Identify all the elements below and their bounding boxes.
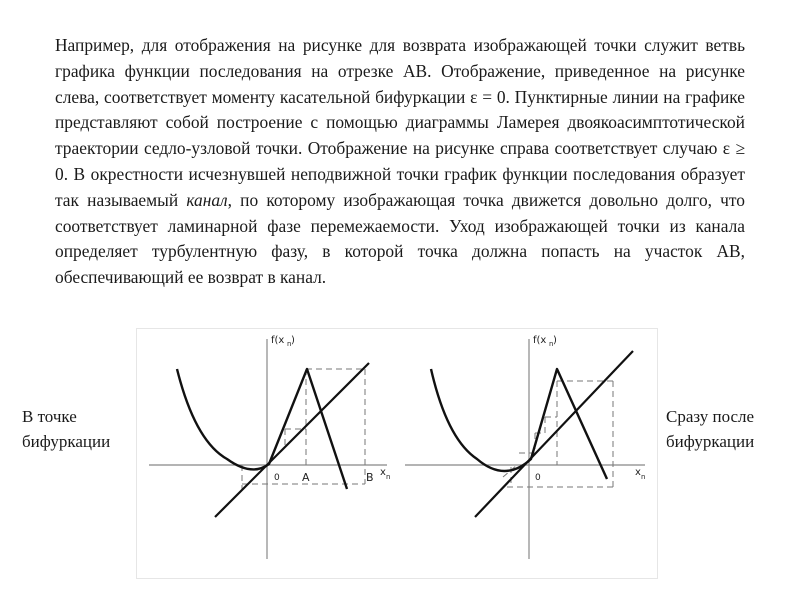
svg-text:f(x: f(x (271, 335, 285, 346)
svg-text:n: n (386, 473, 391, 481)
left-x-axis-label (380, 467, 390, 481)
left-y-axis-label (271, 335, 295, 348)
left-point-b-label: B (366, 471, 374, 484)
paragraph-part-2: , по которому изображающая точка движется довольно долго, что соответствует ламинарной фазе перемежаемости. Уход изображающей точки из канала определяет турбулентную фазу, в которой точка должна попасть на участок AB, обеспечивающий ее возврат в канал. (55, 189, 745, 288)
right-origin-label: 0 (535, 473, 541, 483)
left-bisector-line (215, 363, 369, 517)
caption-left: В точке бифуркации (22, 407, 111, 451)
right-map-curve (431, 369, 607, 479)
left-plot (149, 335, 390, 559)
figure-frame (136, 328, 658, 579)
body-paragraph (55, 33, 745, 291)
svg-text:n: n (287, 340, 292, 348)
svg-text:x: x (380, 467, 386, 478)
right-y-axis-label (533, 335, 557, 348)
paragraph-italic-term: канал (186, 189, 228, 210)
left-point-a-label: A (302, 471, 310, 484)
return-map-figure (137, 329, 659, 580)
svg-text:x: x (635, 467, 641, 478)
left-origin-label: 0 (274, 473, 280, 483)
paragraph-part-1: Например, для отображения на рисунке для возврата изображающей точки служит ветвь графика функции последования на отрезке AB. Отображение, приведенное на рисунке слева, соответствует моменту касательной бифуркации ε = 0. Пунктирные линии на графике представляют собой построение с помощью диаграммы Ламерея двоякоасимптотической траектории седло-узловой точки. Отображение на рисунке справа соответствует случаю ε ≥ 0. В окрестности исчезнувшей неподвижной точки график функции последования образует так называемый (55, 35, 745, 210)
svg-text:n: n (641, 473, 646, 481)
svg-text:): ) (553, 335, 557, 346)
caption-right: Сразу после бифуркации (666, 407, 755, 451)
svg-text:f(x: f(x (533, 335, 547, 346)
svg-text:): ) (291, 335, 295, 346)
right-plot (405, 335, 645, 559)
svg-text:n: n (549, 340, 554, 348)
right-x-axis-label (635, 467, 645, 481)
